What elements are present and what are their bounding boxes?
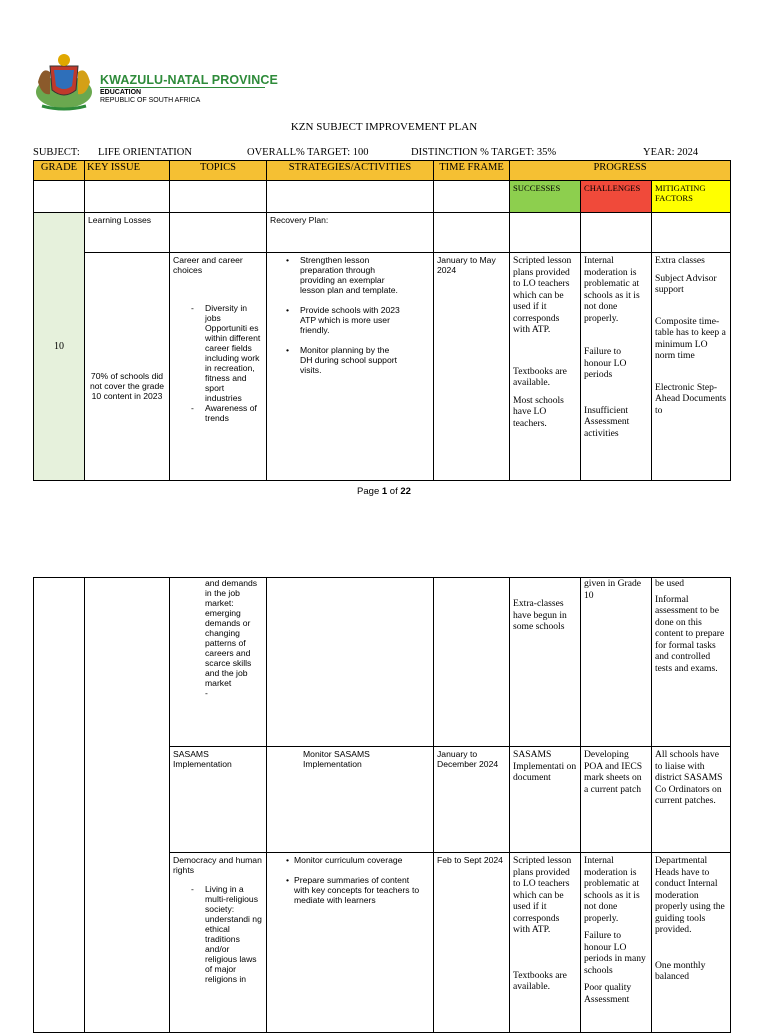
topic-sasams: SASAMS Implementation: [170, 747, 267, 853]
kzn-coat-of-arms-logo: [32, 52, 96, 112]
challenges-cell: [581, 853, 652, 1033]
blank-cell: [652, 213, 731, 253]
header-challenges: CHALLENGES: [581, 181, 652, 213]
page-number-total: 22: [400, 486, 411, 497]
mitigating-item: One monthly balanced: [655, 959, 706, 982]
topic-career: [170, 253, 267, 481]
blank-cell: [170, 213, 267, 253]
header-progress: PROGRESS: [510, 161, 731, 181]
page-number-prefix: Page: [357, 486, 382, 497]
blank-cell: [267, 181, 434, 213]
strategy-heading: Recovery Plan:: [267, 213, 434, 253]
page-number-of: of: [387, 486, 401, 497]
topic-title: Career and career choices: [173, 255, 243, 275]
brand-title: KWAZULU-NATAL PROVINCE: [100, 73, 278, 87]
blank-cell: [170, 181, 267, 213]
mitigating-item: Subject Advisor support: [655, 272, 717, 295]
key-issue-coverage: 70% of schools did not cover the grade 10 content in 2023: [85, 253, 170, 481]
blank-cell: [434, 181, 510, 213]
plan-title: KZN SUBJECT IMPROVEMENT PLAN: [290, 121, 478, 133]
header-topics: TOPICS: [170, 161, 267, 181]
challenge-item: given in Grade 10: [581, 578, 652, 747]
mitigating-item: Extra classes: [655, 255, 705, 266]
key-issue-learning-losses: Learning Losses: [85, 213, 170, 253]
header-mitigating: MITIGATING FACTORS: [652, 181, 731, 213]
successes-cell: [510, 853, 581, 1033]
subject-label: SUBJECT:: [33, 147, 80, 158]
challenge-item: Internal moderation is problematic at schools as it is not done properly.: [584, 855, 640, 924]
brand-department: EDUCATION: [100, 89, 142, 96]
mitigating-item: Informal assessment to be done on this content to prepare for formal tasks and controlled tests and exams.: [655, 593, 725, 674]
success-item: Textbooks are available.: [513, 969, 567, 992]
brand-country: REPUBLIC OF SOUTH AFRICA: [100, 97, 201, 104]
success-item: Textbooks are available.: [513, 365, 567, 388]
topic-item: - Awareness of trends: [173, 403, 263, 423]
success-item: Scripted lesson plans provided to LO teachers which can be used if it corresponds with ATP.: [513, 855, 572, 935]
blank-cell: [510, 213, 581, 253]
topic-item: - Living in a multi-religious society: understandi ng ethical traditions and/or religious laws of major religions in: [173, 884, 263, 984]
mitigating-item: Composite time-table has to keep a minimum LO norm time: [655, 315, 726, 361]
mitigating-item: All schools have to liaise with district SASAMS Co Ordinators on current patches.: [652, 747, 731, 853]
header-time-frame: TIME FRAME: [434, 161, 510, 181]
challenge-item: Poor quality Assessment: [584, 982, 632, 1005]
mitigating-cell: [652, 853, 731, 1033]
blank-cell: [434, 578, 510, 747]
blank-cell: [434, 213, 510, 253]
strategy-item: • Provide schools with 2023 ATP which is more user friendly.: [270, 305, 400, 335]
success-item: SASAMS Implementati on document: [510, 747, 581, 853]
challenge-item: Failure to honour LO periods: [584, 346, 627, 380]
distinction-target: DISTINCTION % TARGET: 35%: [411, 147, 557, 158]
subject-value: LIFE ORIENTATION: [98, 147, 192, 158]
blank-cell: [85, 181, 170, 213]
strategy-item: • Strengthen lesson preparation through providing an exemplar lesson plan and template.: [270, 255, 400, 295]
topic-democracy: [170, 853, 267, 1033]
time-frame: Feb to Sept 2024: [434, 853, 510, 1033]
mitigating-item: Departmental Heads have to conduct Internal moderation properly using the guiding tools provided.: [655, 855, 725, 935]
blank-cell: [34, 578, 85, 1033]
mitigating-cell: [652, 253, 731, 481]
strategies-cell: [267, 253, 434, 481]
time-frame: January to May 2024: [434, 253, 510, 481]
successes-cell: [510, 253, 581, 481]
grade-value: 10: [34, 213, 85, 481]
brand-underline: [100, 87, 265, 88]
challenge-item: Internal moderation is problematic at schools as it is not done properly.: [584, 255, 640, 324]
time-frame: January to December 2024: [434, 747, 510, 853]
header-grade: GRADE: [34, 161, 85, 181]
strategy-sasams: Monitor SASAMS Implementation: [267, 747, 434, 853]
challenge-item: Failure to honour LO periods in many schools: [584, 930, 646, 976]
strategy-item: • Prepare summaries of content with key concepts for teachers to mediate with learners: [270, 875, 420, 905]
topic-continued-text: and demands in the job market: emerging demands or changing patterns of careers and scarce skills and the job market: [205, 578, 258, 688]
page-number-current: 1: [381, 486, 388, 497]
challenges-cell: [581, 253, 652, 481]
topic-item: - Diversity in jobs Opportuniti es within different career fields including work in recreation, fitness and sport industries: [173, 303, 263, 403]
blank-cell: [581, 213, 652, 253]
improvement-plan-table-continued: [33, 577, 731, 1033]
strategies-cell: [267, 853, 434, 1033]
mitigating-item: Electronic Step-Ahead Documents to: [655, 381, 727, 416]
blank-cell: [267, 578, 434, 747]
success-item: Extra-classes have begun in some schools: [510, 578, 581, 747]
page-number: [0, 486, 768, 497]
blank-cell: [34, 181, 85, 213]
header-key-issue: KEY ISSUE: [85, 161, 170, 181]
topic-dash: -: [205, 688, 208, 698]
improvement-plan-table: [33, 160, 731, 481]
header-successes: SUCCESSES: [510, 181, 581, 213]
topic-continued: [170, 578, 267, 747]
header-strategies: STRATEGIES/ACTIVITIES: [267, 161, 434, 181]
success-item: Most schools have LO teachers.: [513, 394, 564, 429]
challenge-item: Developing POA and IECS mark sheets on a current patch: [581, 747, 652, 853]
challenge-item: Insufficient Assessment activities: [584, 404, 630, 439]
year: YEAR: 2024: [643, 147, 699, 158]
strategy-item: • Monitor planning by the DH during school support visits.: [270, 345, 400, 375]
mitigating-item: be used: [655, 578, 685, 589]
blank-cell: [85, 578, 170, 1033]
mitigating-cell: [652, 578, 731, 747]
topic-title: Democracy and human rights: [173, 855, 262, 875]
strategy-item: • Monitor curriculum coverage: [270, 855, 420, 865]
overall-target: OVERALL% TARGET: 100: [247, 147, 369, 158]
success-item: Scripted lesson plans provided to LO teachers which can be used if it corresponds with ATP.: [513, 255, 572, 335]
